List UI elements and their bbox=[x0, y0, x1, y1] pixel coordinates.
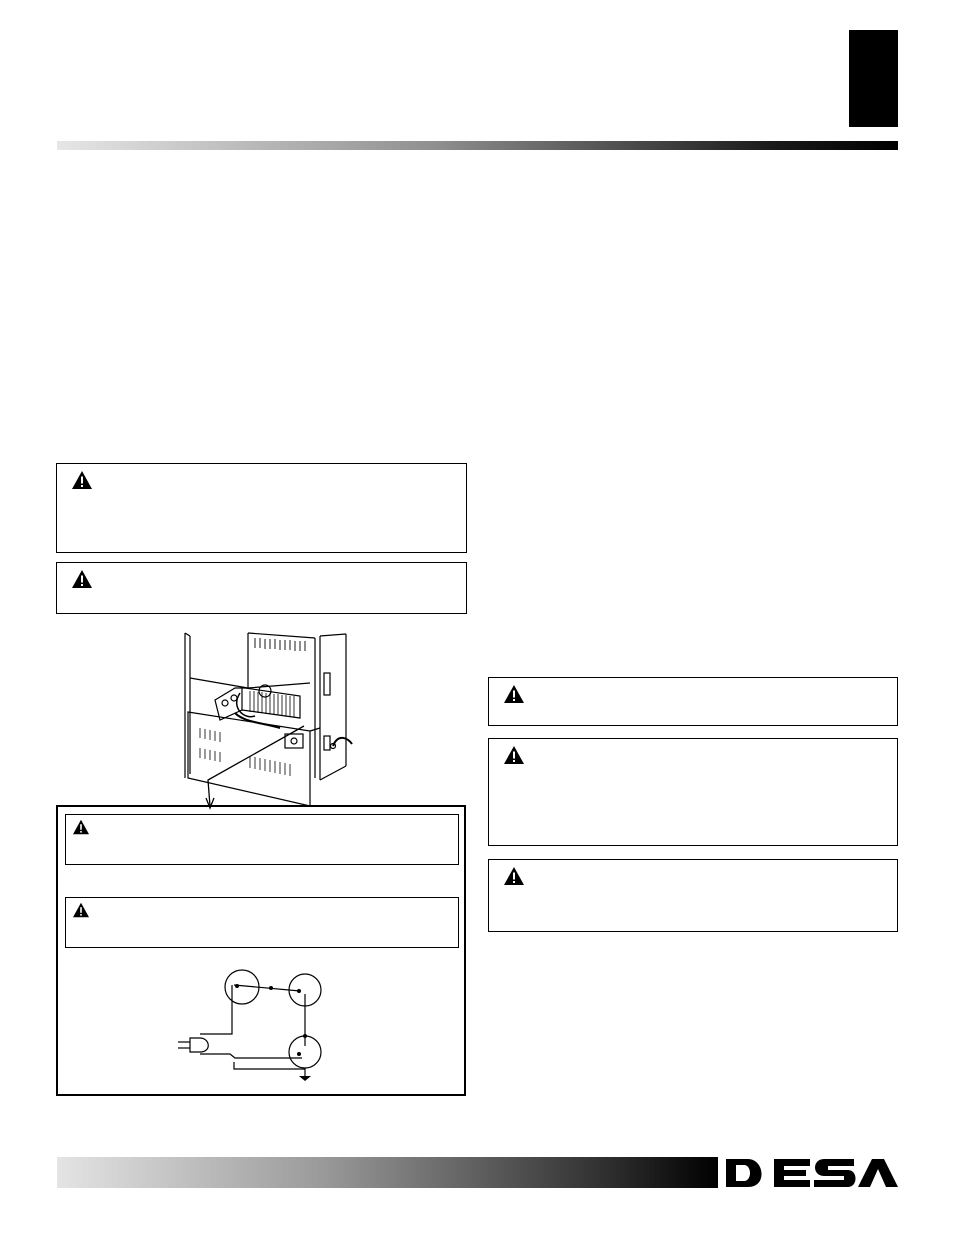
warning-triangle-icon bbox=[71, 470, 93, 490]
warning-triangle-icon bbox=[72, 819, 90, 835]
warning-triangle-icon bbox=[72, 902, 90, 918]
warning-box-1 bbox=[56, 463, 467, 553]
figure-warning-box-2 bbox=[65, 897, 459, 948]
warning-triangle-icon bbox=[503, 684, 525, 704]
warning-triangle-icon bbox=[71, 569, 93, 589]
warning-box-5 bbox=[488, 859, 898, 932]
callout-arrow-icon bbox=[196, 722, 316, 812]
warning-box-3 bbox=[488, 677, 898, 726]
warning-box-4 bbox=[488, 738, 898, 846]
desa-logo-icon bbox=[722, 1155, 900, 1191]
footer-gradient-bar bbox=[57, 1157, 718, 1188]
figure-warning-box-1 bbox=[65, 814, 459, 865]
warning-triangle-icon bbox=[503, 745, 525, 765]
section-tab-marker bbox=[849, 30, 898, 127]
warning-box-2 bbox=[56, 562, 467, 614]
header-rule bbox=[57, 141, 898, 150]
wiring-diagram-icon bbox=[160, 962, 330, 1084]
warning-triangle-icon bbox=[503, 866, 525, 886]
